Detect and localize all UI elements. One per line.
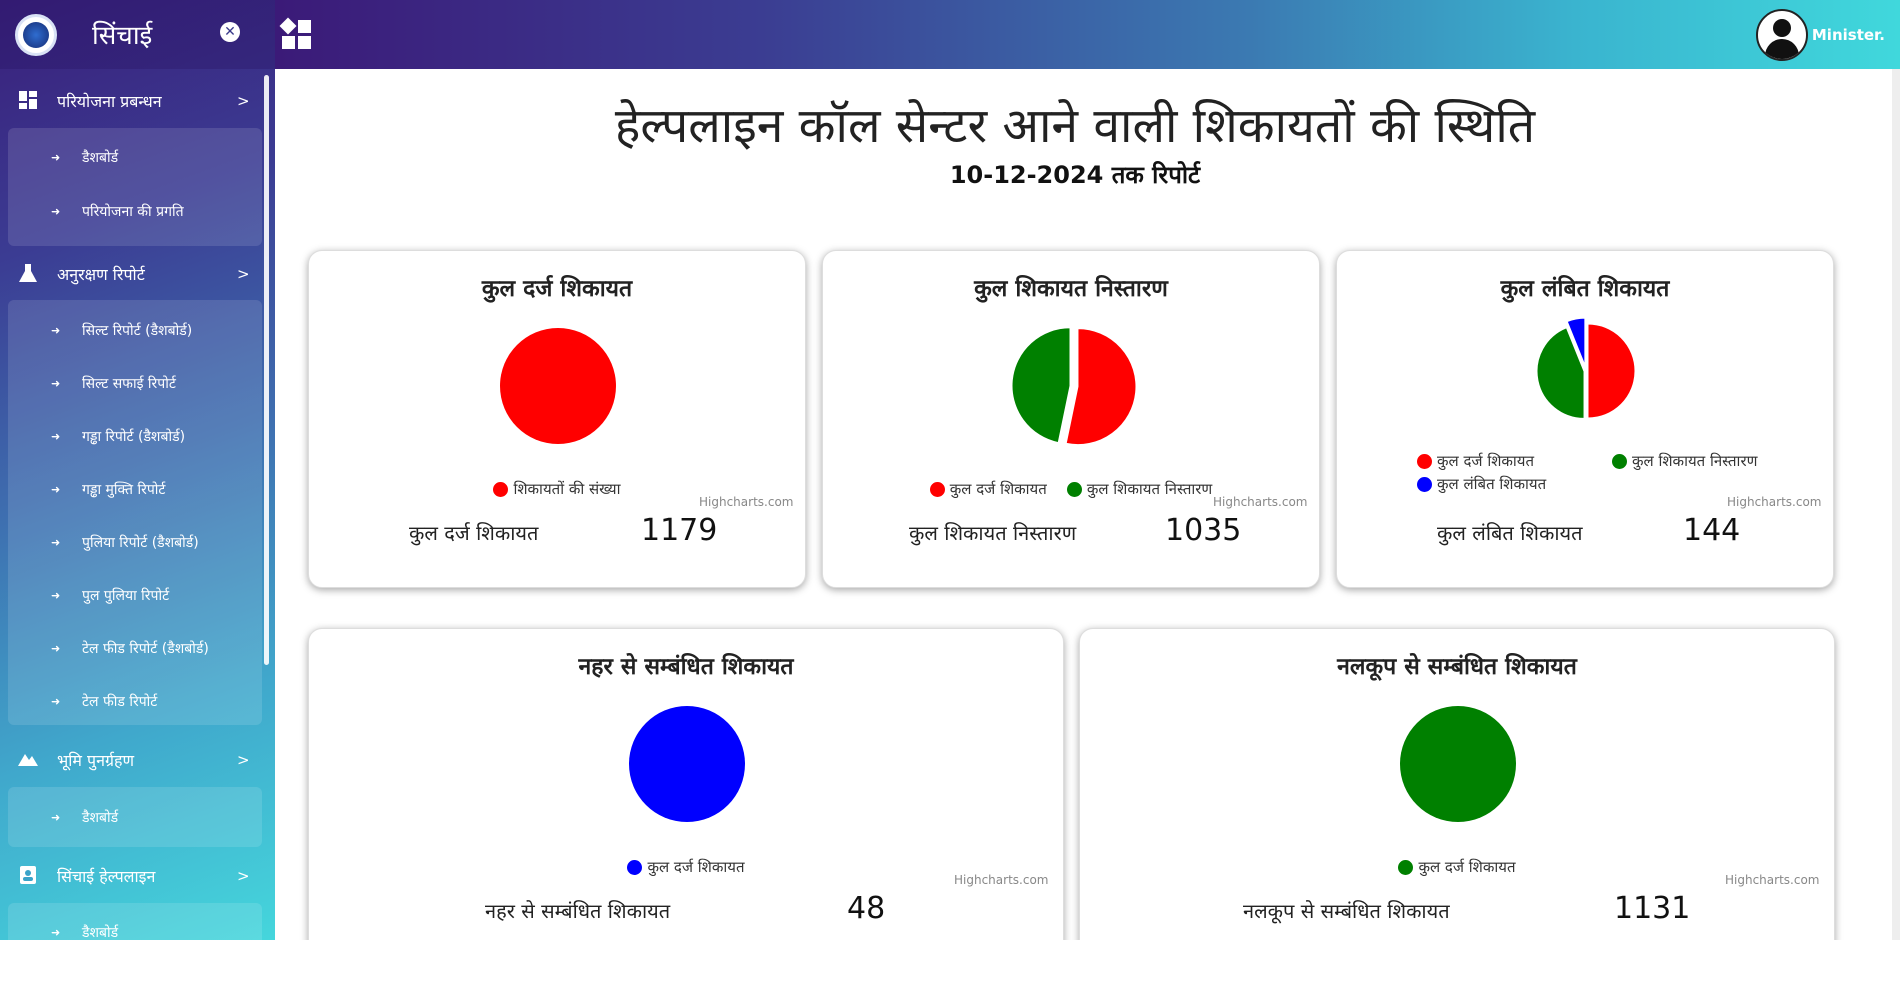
legend-marker <box>930 482 945 497</box>
legend-marker <box>1612 454 1627 469</box>
arrow-right-icon: ➜ <box>51 376 61 390</box>
legend-marker <box>1417 477 1432 492</box>
sidebar-item[interactable] <box>8 196 262 226</box>
pie-slice[interactable] <box>500 328 616 444</box>
pie-chart <box>1337 251 1835 471</box>
chevron-right-icon: > <box>237 265 250 283</box>
arrow-right-icon: ➜ <box>51 810 61 824</box>
menu-group-label: भूमि पुनर्ग्रहण <box>57 751 135 770</box>
sidebar-item[interactable] <box>8 917 262 940</box>
submenu-land-reclamation <box>8 787 262 847</box>
report-date: 10-12-2024 तक रिपोर्ट <box>949 161 1201 189</box>
chart-card-canal-complaints <box>308 628 1064 940</box>
sidebar-item[interactable] <box>8 474 262 504</box>
legend-item[interactable] <box>1398 857 1515 877</box>
sidebar-item-label: परियोजना की प्रगति <box>82 203 184 220</box>
chart-card-tubewell-complaints <box>1079 628 1835 940</box>
arrow-right-icon: ➜ <box>51 694 61 708</box>
legend-label: कुल दर्ज शिकायत <box>1437 452 1535 470</box>
legend-item[interactable] <box>1067 479 1212 499</box>
arrow-right-icon: ➜ <box>51 323 61 337</box>
main-scrollbar[interactable] <box>1892 69 1900 940</box>
chevron-right-icon: > <box>237 867 250 885</box>
arrow-right-icon: ➜ <box>51 588 61 602</box>
stat-value: 144 <box>1683 513 1741 548</box>
sidebar-item-label: डैशबोर्ड <box>82 149 119 166</box>
sidebar-item-label: पुल पुलिया रिपोर्ट <box>82 587 170 604</box>
sidebar <box>0 0 275 940</box>
sidebar-item-label: पुलिया रिपोर्ट (डैशबोर्ड) <box>82 534 199 551</box>
sidebar-item[interactable] <box>8 686 262 716</box>
sidebar-item[interactable] <box>8 142 262 172</box>
sidebar-item-label: सिल्ट सफाई रिपोर्ट <box>82 375 176 392</box>
stat-label: कुल लंबित शिकायत <box>1437 521 1583 545</box>
legend-marker <box>493 482 508 497</box>
chart-legend <box>309 857 1063 879</box>
chart-title: नलकूप से सम्बंधित शिकायत <box>1337 654 1577 680</box>
legend-item[interactable] <box>627 857 744 877</box>
user-avatar-icon <box>1756 9 1808 61</box>
user-name: Minister. <box>1811 26 1885 44</box>
legend-marker <box>1398 860 1413 875</box>
arrow-right-icon: ➜ <box>51 150 61 164</box>
sidebar-item-label: गड्ढा मुक्ति रिपोर्ट <box>82 481 166 498</box>
close-sidebar-icon[interactable]: ✕ <box>220 22 240 42</box>
user-menu[interactable] <box>1756 9 1885 61</box>
mountain-icon <box>18 750 38 770</box>
pie-chart <box>309 629 1065 849</box>
menu-group-project-management[interactable] <box>0 74 262 128</box>
legend-marker <box>627 860 642 875</box>
pie-chart <box>309 251 807 471</box>
submenu-project-management <box>8 128 262 246</box>
menu-group-label: अनुरक्षण रिपोर्ट <box>57 265 145 284</box>
sidebar-item-label: टेल फीड रिपोर्ट (डैशबोर्ड) <box>82 640 209 657</box>
highcharts-credit-link[interactable]: Highcharts.com <box>1727 495 1822 509</box>
stat-label: नहर से सम्बंधित शिकायत <box>485 899 671 923</box>
department-logo <box>15 14 57 56</box>
pie-slice[interactable] <box>629 706 745 822</box>
arrow-right-icon: ➜ <box>51 482 61 496</box>
chart-title: कुल दर्ज शिकायत <box>481 276 633 302</box>
chart-legend <box>1337 451 1833 473</box>
chevron-right-icon: > <box>237 92 250 110</box>
sidebar-item[interactable] <box>8 580 262 610</box>
menu-group-irrigation-helpline[interactable] <box>0 849 262 903</box>
arrow-right-icon: ➜ <box>51 925 61 939</box>
chart-legend <box>1337 474 1833 496</box>
top-bar <box>275 0 1900 69</box>
stat-label: नलकूप से सम्बंधित शिकायत <box>1243 899 1450 923</box>
highcharts-credit-link[interactable]: Highcharts.com <box>699 495 794 509</box>
chart-card-total-resolved <box>822 250 1320 588</box>
arrow-right-icon: ➜ <box>51 204 61 218</box>
chart-legend <box>1080 857 1834 879</box>
arrow-right-icon: ➜ <box>51 535 61 549</box>
menu-group-label: परियोजना प्रबन्धन <box>57 92 162 111</box>
chart-title: कुल लंबित शिकायत <box>1500 276 1670 302</box>
legend-label: कुल शिकायत निस्तारण <box>1086 480 1213 498</box>
sidebar-item[interactable] <box>8 368 262 398</box>
stat-value: 1035 <box>1165 513 1242 548</box>
stat-label: कुल शिकायत निस्तारण <box>909 521 1077 545</box>
sidebar-item[interactable] <box>8 421 262 451</box>
legend-item[interactable] <box>1612 451 1787 471</box>
sidebar-item[interactable] <box>8 802 262 832</box>
chart-title: नहर से सम्बंधित शिकायत <box>578 654 794 680</box>
chevron-right-icon: > <box>237 751 250 769</box>
menu-group-land-reclamation[interactable] <box>0 733 262 787</box>
sidebar-title: सिंचाई <box>92 21 153 51</box>
legend-label: कुल लंबित शिकायत <box>1437 475 1547 493</box>
highcharts-credit-link[interactable]: Highcharts.com <box>1725 873 1820 887</box>
chart-card-total-registered <box>308 250 806 588</box>
pie-slice[interactable] <box>1588 324 1635 418</box>
sidebar-item[interactable] <box>8 633 262 663</box>
submenu-maintenance-report <box>8 300 262 725</box>
menu-group-label: सिंचाई हेल्पलाइन <box>57 867 156 886</box>
legend-item[interactable] <box>1417 451 1592 471</box>
chart-title: कुल शिकायत निस्तारण <box>974 276 1168 302</box>
stat-label: कुल दर्ज शिकायत <box>409 521 539 545</box>
sidebar-item-label: डैशबोर्ड <box>82 924 119 940</box>
highcharts-credit-link[interactable]: Highcharts.com <box>954 873 1049 887</box>
legend-marker <box>1067 482 1082 497</box>
legend-label: कुल दर्ज शिकायत <box>647 858 745 876</box>
sidebar-header <box>0 0 275 69</box>
sidebar-item-label: सिल्ट रिपोर्ट (डैशबोर्ड) <box>82 322 193 339</box>
sidebar-item-label: डैशबोर्ड <box>82 809 119 826</box>
legend-label: शिकायतों की संख्या <box>513 480 621 498</box>
sidebar-item[interactable] <box>8 527 262 557</box>
pie-chart <box>1080 629 1836 849</box>
highcharts-credit-link[interactable]: Highcharts.com <box>1213 495 1308 509</box>
pie-slice[interactable] <box>1066 329 1136 445</box>
flask-icon <box>18 264 38 284</box>
sidebar-item-label: टेल फीड रिपोर्ट <box>82 693 158 710</box>
submenu-irrigation-helpline <box>8 903 262 940</box>
contact-book-icon <box>18 866 38 886</box>
stat-value: 48 <box>847 891 886 926</box>
menu-group-maintenance-report[interactable] <box>0 247 262 301</box>
dashboard-grid-icon <box>18 91 38 111</box>
stat-value: 1131 <box>1614 891 1691 926</box>
sidebar-scrollbar[interactable] <box>264 75 269 665</box>
page-title: हेल्पलाइन कॉल सेन्टर आने वाली शिकायतों की स्थिति <box>614 98 1536 154</box>
legend-item[interactable] <box>1417 474 1592 494</box>
legend-marker <box>1417 454 1432 469</box>
stat-value: 1179 <box>641 513 718 548</box>
legend-label: कुल दर्ज शिकायत <box>1418 858 1516 876</box>
apps-grid-icon[interactable] <box>280 18 312 50</box>
pie-chart <box>823 251 1321 471</box>
chart-card-total-pending <box>1336 250 1834 588</box>
sidebar-item[interactable] <box>8 315 262 345</box>
sidebar-item-label: गड्ढा रिपोर्ट (डैशबोर्ड) <box>82 428 186 445</box>
legend-label: कुल दर्ज शिकायत <box>949 480 1047 498</box>
pie-slice[interactable] <box>1400 706 1516 822</box>
legend-label: कुल शिकायत निस्तारण <box>1632 452 1758 470</box>
legend-item[interactable] <box>930 479 1047 499</box>
arrow-right-icon: ➜ <box>51 429 61 443</box>
legend-item[interactable] <box>493 479 620 499</box>
pie-slice[interactable] <box>1012 328 1070 443</box>
arrow-right-icon: ➜ <box>51 641 61 655</box>
